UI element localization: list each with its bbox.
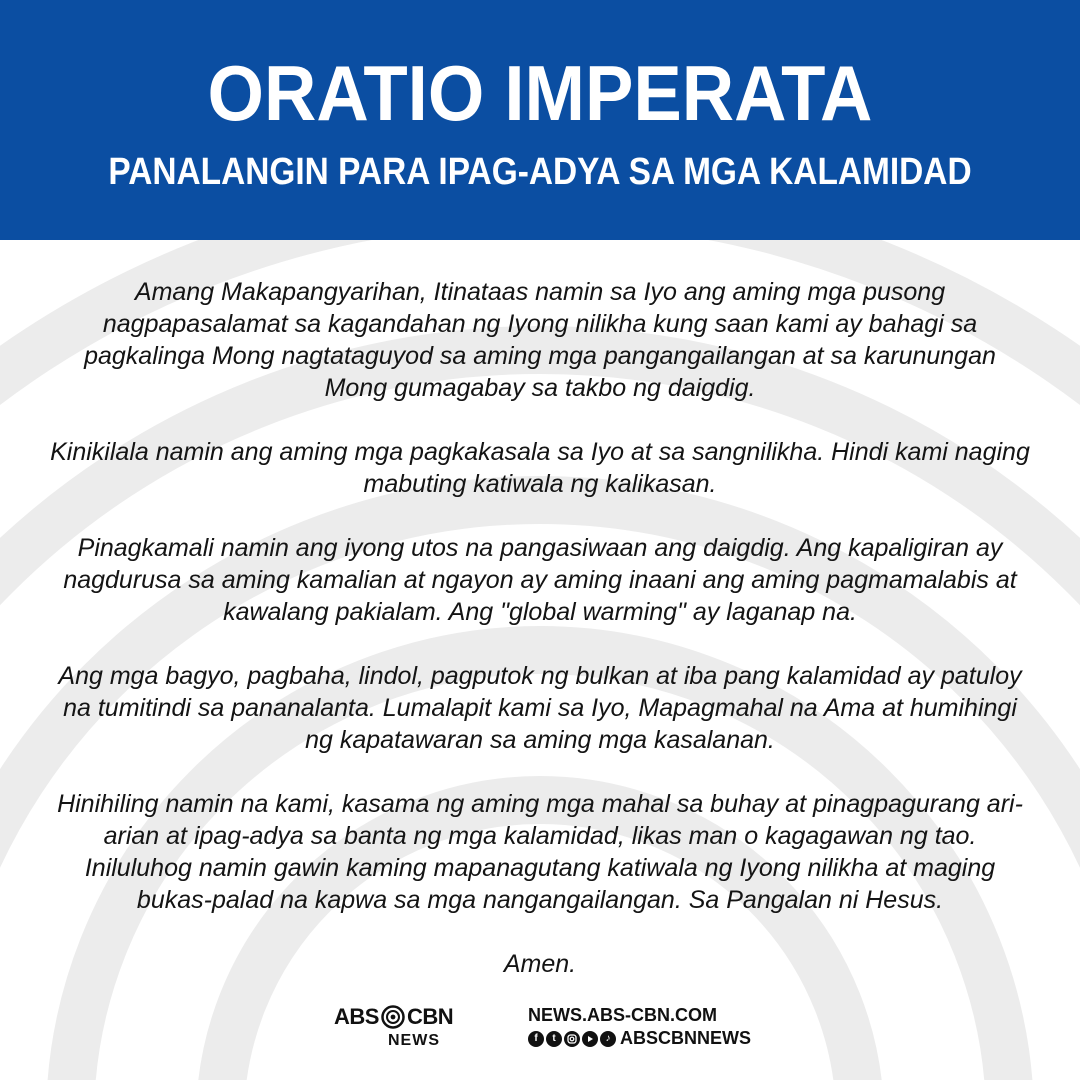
instagram-icon[interactable]: [564, 1031, 580, 1047]
youtube-icon[interactable]: [582, 1031, 598, 1047]
prayer-closing: Amen.: [503, 950, 577, 978]
prayer-line: pagkalinga Mong nagtataguyod sa aming mga pangangailangan at sa karunungan: [84, 342, 996, 370]
prayer-line: kawalang pakialam. Ang "global warming" ay laganap na.: [223, 598, 857, 626]
prayer-line: nagdurusa sa aming kamalian at ngayon ay aming inaani ang aming pagmamalabis at: [63, 566, 1017, 594]
prayer-paragraph: [40, 532, 1040, 628]
tiktok-icon[interactable]: ♪: [600, 1031, 616, 1047]
prayer-line: Iniluluhog namin gawin kaming mapanagutang katiwala ng Iyong nilikha at maging: [84, 854, 996, 882]
contact-info: [528, 1004, 751, 1049]
page-title: ORATIO IMPERATA: [207, 49, 873, 137]
prayer-paragraph: [40, 788, 1040, 916]
prayer-paragraph: [40, 436, 1040, 500]
prayer-line: na tumitindi sa pananalanta. Lumalapit kami sa Iyo, Mapagmahal na Ama at humihingi: [63, 694, 1017, 722]
prayer-line: Amang Makapangyarihan, Itinataas namin sa Iyo ang aming mga pusong: [134, 278, 946, 306]
abs-cbn-news-logo: [334, 1004, 494, 1054]
logo-text-right: CBN: [406, 1004, 454, 1029]
social-handle[interactable]: ABSCBNNEWS: [620, 1028, 752, 1048]
prayer-line: Ang mga bagyo, pagbaha, lindol, pagputok ng bulkan at iba pang kalamidad ay patuloy: [58, 662, 1022, 690]
prayer-paragraph: [40, 660, 1040, 756]
website-link[interactable]: NEWS.ABS-CBN.COM: [528, 1005, 717, 1025]
logo-text-left: ABS: [334, 1004, 379, 1029]
logo-eye-icon: [381, 1005, 405, 1029]
prayer-line: bukas-palad na kapwa sa mga nangangailangan. Sa Pangalan ni Hesus.: [136, 886, 944, 914]
prayer-line: mabuting katiwala ng kalikasan.: [363, 470, 717, 498]
prayer-paragraph: [40, 276, 1040, 404]
prayer-line: Kinikilala namin ang aming mga pagkakasala sa Iyo at sa sangnilikha. Hindi kami naging: [50, 438, 1030, 466]
prayer-line: Mong gumagabay sa takbo ng daigdig.: [324, 374, 756, 402]
logo-news-label: NEWS: [388, 1032, 440, 1049]
page-subtitle: PANALANGIN PARA IPAG-ADYA SA MGA KALAMIDAD: [108, 151, 972, 193]
prayer-line: arian at ipag-adya sa banta ng mga kalamidad, likas man o kagagawan ng tao.: [103, 822, 977, 850]
twitter-icon[interactable]: t: [546, 1031, 562, 1047]
prayer-line: Hinihiling namin na kami, kasama ng aming mga mahal sa buhay at pinagpagurang ari-: [57, 790, 1023, 818]
prayer-line: ng kapatawaran sa aming mga kasalanan.: [305, 726, 775, 754]
facebook-icon[interactable]: f: [528, 1031, 544, 1047]
prayer-line: Pinagkamali namin ang iyong utos na pangasiwaan ang daigdig. Ang kapaligiran ay: [77, 534, 1003, 562]
prayer-line: nagpapasalamat sa kagandahan ng Iyong nilikha kung saan kami ay bahagi sa: [102, 310, 978, 338]
header-banner: [0, 0, 1080, 240]
footer: [0, 1000, 1080, 1060]
social-row: [528, 1028, 751, 1049]
prayer-body: [40, 276, 1040, 1012]
